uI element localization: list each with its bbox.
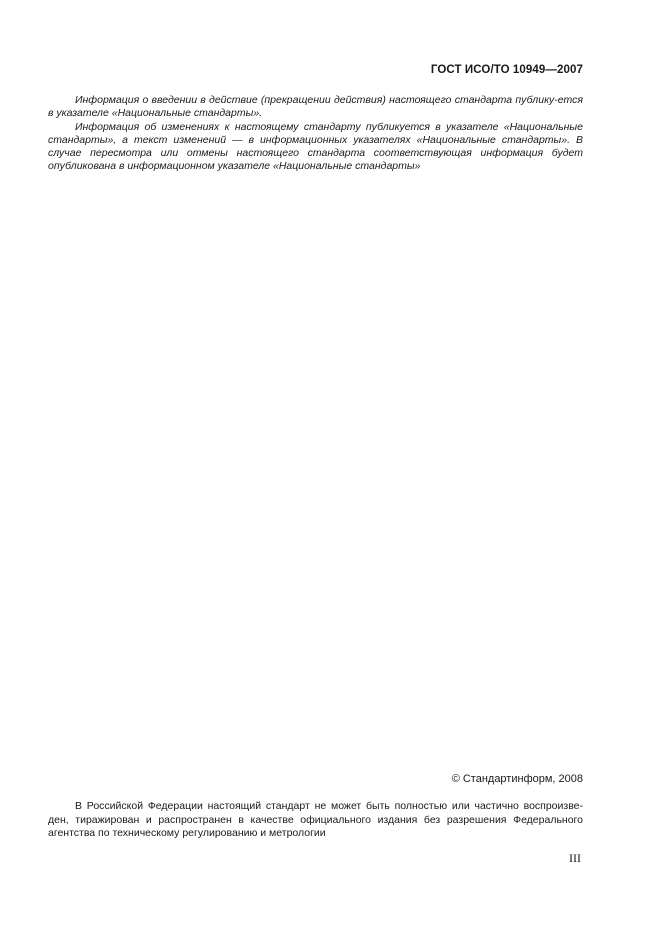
notice-paragraph-changes: Информация об изменениях к настоящему стандарту публикуется в указателе «Национальные стандарты», а текст изменений — в информационных указателях «Национальные стандарты». В случае пересмотра или отмены настоящего стандарта соответствующая информация будет опубликована в информационном указателе «Национальные стандарты» — [48, 120, 583, 173]
reproduction-notice — [48, 800, 583, 841]
notice-paragraph-introduction: Информация о введении в действие (прекращении действия) настоящего стандарта публику-ется в указателе «Национальные стандарты». — [48, 94, 583, 120]
publication-notice — [48, 94, 583, 174]
page-number: III — [569, 851, 581, 865]
copyright-line: © Стандартинформ, 2008 — [451, 773, 583, 785]
document-header: ГОСТ ИСО/ТО 10949—2007 — [430, 64, 583, 76]
reproduction-notice-text: В Российской Федерации настоящий стандарт не может быть полностью или частично воспроизве-ден, тиражирован и распространен в качестве официального издания без разрешения Федерального агентства по техническому регулированию и метрологии — [48, 800, 583, 839]
